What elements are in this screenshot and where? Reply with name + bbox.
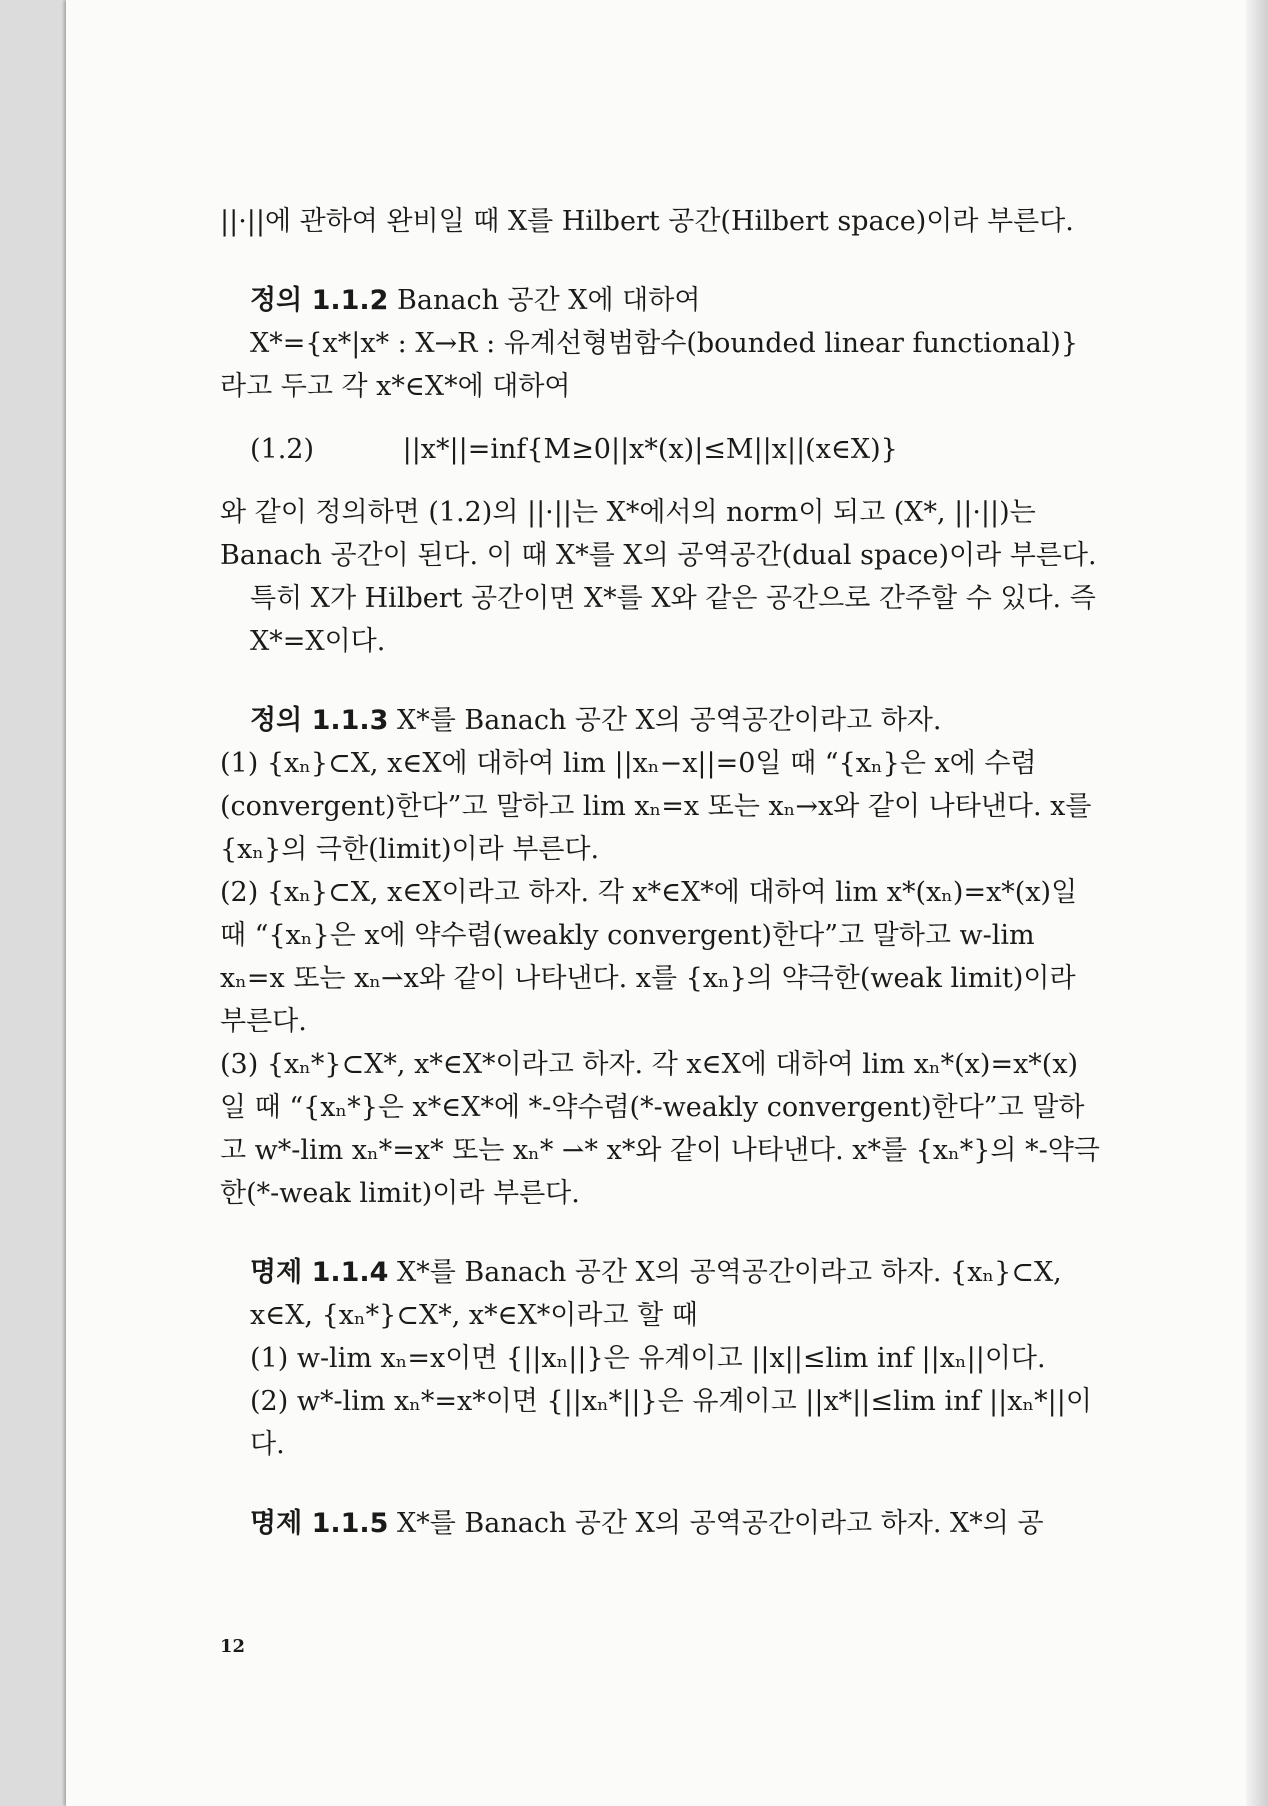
- page-body: [220, 200, 1100, 1545]
- proposition-text: X*를 Banach 공간 X의 공역공간이라고 하자. {xₙ}⊂X, x∈X, {xₙ*}⊂X*, x*∈X*이라고 할 때: [250, 1257, 1062, 1331]
- definition-1-1-2: [220, 279, 1100, 322]
- hilbert-remark: 특히 X가 Hilbert 공간이면 X*를 X와 같은 공간으로 간주할 수 있다. 즉 X*=X이다.: [250, 583, 1096, 657]
- definition-text: Banach 공간 X에 대하여: [397, 285, 701, 316]
- proposition-1-1-5: [220, 1502, 1100, 1545]
- convergence-item-2: (2) {xₙ}⊂X, x∈X이라고 하자. 각 x*∈X*에 대하여 lim x*(xₙ)=x*(x)일 때 “{xₙ}은 x에 약수렴(weakly convergent)한다”고 말하고 w-lim xₙ=x 또는 xₙ⇀x와 같이 나타낸다. x를 {xₙ}의 약극한(weak limit)이라 부른다.: [220, 877, 1078, 1037]
- definition-1-1-3: [220, 699, 1100, 742]
- convergence-item-1: (1) {xₙ}⊂X, x∈X에 대하여 lim ||xₙ−x||=0일 때 “{xₙ}은 x에 수렴(convergent)한다”고 말하고 lim xₙ=x 또는 xₙ→x와 같이 나타낸다. x를 {xₙ}의 극한(limit)이라 부른다.: [220, 748, 1092, 865]
- definition-continuation: 라고 두고 각 x*∈X*에 대하여: [220, 371, 571, 402]
- page-number: 12: [220, 1636, 246, 1657]
- equation-1-2: [220, 428, 1100, 471]
- line-hilbert-definition: ||·||에 관하여 완비일 때 X를 Hilbert 공간(Hilbert space)이라 부른다.: [220, 206, 1074, 237]
- proposition-1-1-4: [220, 1251, 1100, 1337]
- definition-heading: 정의 1.1.2: [250, 285, 389, 316]
- equation-label: (1.2): [250, 434, 315, 465]
- proposition-heading: 명제 1.1.5: [250, 1508, 389, 1539]
- proposition-heading: 명제 1.1.4: [250, 1257, 389, 1288]
- norm-paragraph: 와 같이 정의하면 (1.2)의 ||·||는 X*에서의 norm이 되고 (X*, ||·||)는 Banach 공간이 된다. 이 때 X*를 X의 공역공간(dual space)이라 부른다.: [220, 497, 1097, 571]
- page-edge-shadow: [1246, 0, 1268, 1806]
- proposition-text: X*를 Banach 공간 X의 공역공간이라고 하자. X*의 공: [397, 1508, 1044, 1539]
- definition-text: X*를 Banach 공간 X의 공역공간이라고 하자.: [397, 705, 942, 736]
- proposition-item-2: (2) w*-lim xₙ*=x*이면 {||xₙ*||}은 유계이고 ||x*||≤lim inf ||xₙ*||이다.: [250, 1386, 1092, 1460]
- proposition-item-1: (1) w-lim xₙ=x이면 {||xₙ||}은 유계이고 ||x||≤lim inf ||xₙ||이다.: [250, 1343, 1046, 1374]
- dual-space-set: X*={x*|x* : X→R : 유계선형범함수(bounded linear functional)}: [250, 328, 1079, 359]
- equation-body: ||x*||=inf{M≥0||x*(x)|≤M||x||(x∈X)}: [402, 434, 898, 465]
- definition-heading: 정의 1.1.3: [250, 705, 389, 736]
- convergence-item-3: (3) {xₙ*}⊂X*, x*∈X*이라고 하자. 각 x∈X에 대하여 lim xₙ*(x)=x*(x)일 때 “{xₙ*}은 x*∈X*에 *-약수렴(*-weakly convergent)한다”고 말하고 w*-lim xₙ*=x* 또는 xₙ* ⇀* x*와 같이 나타낸다. x*를 {xₙ*}의 *-약극한(*-weak limit)이라 부른다.: [220, 1049, 1100, 1209]
